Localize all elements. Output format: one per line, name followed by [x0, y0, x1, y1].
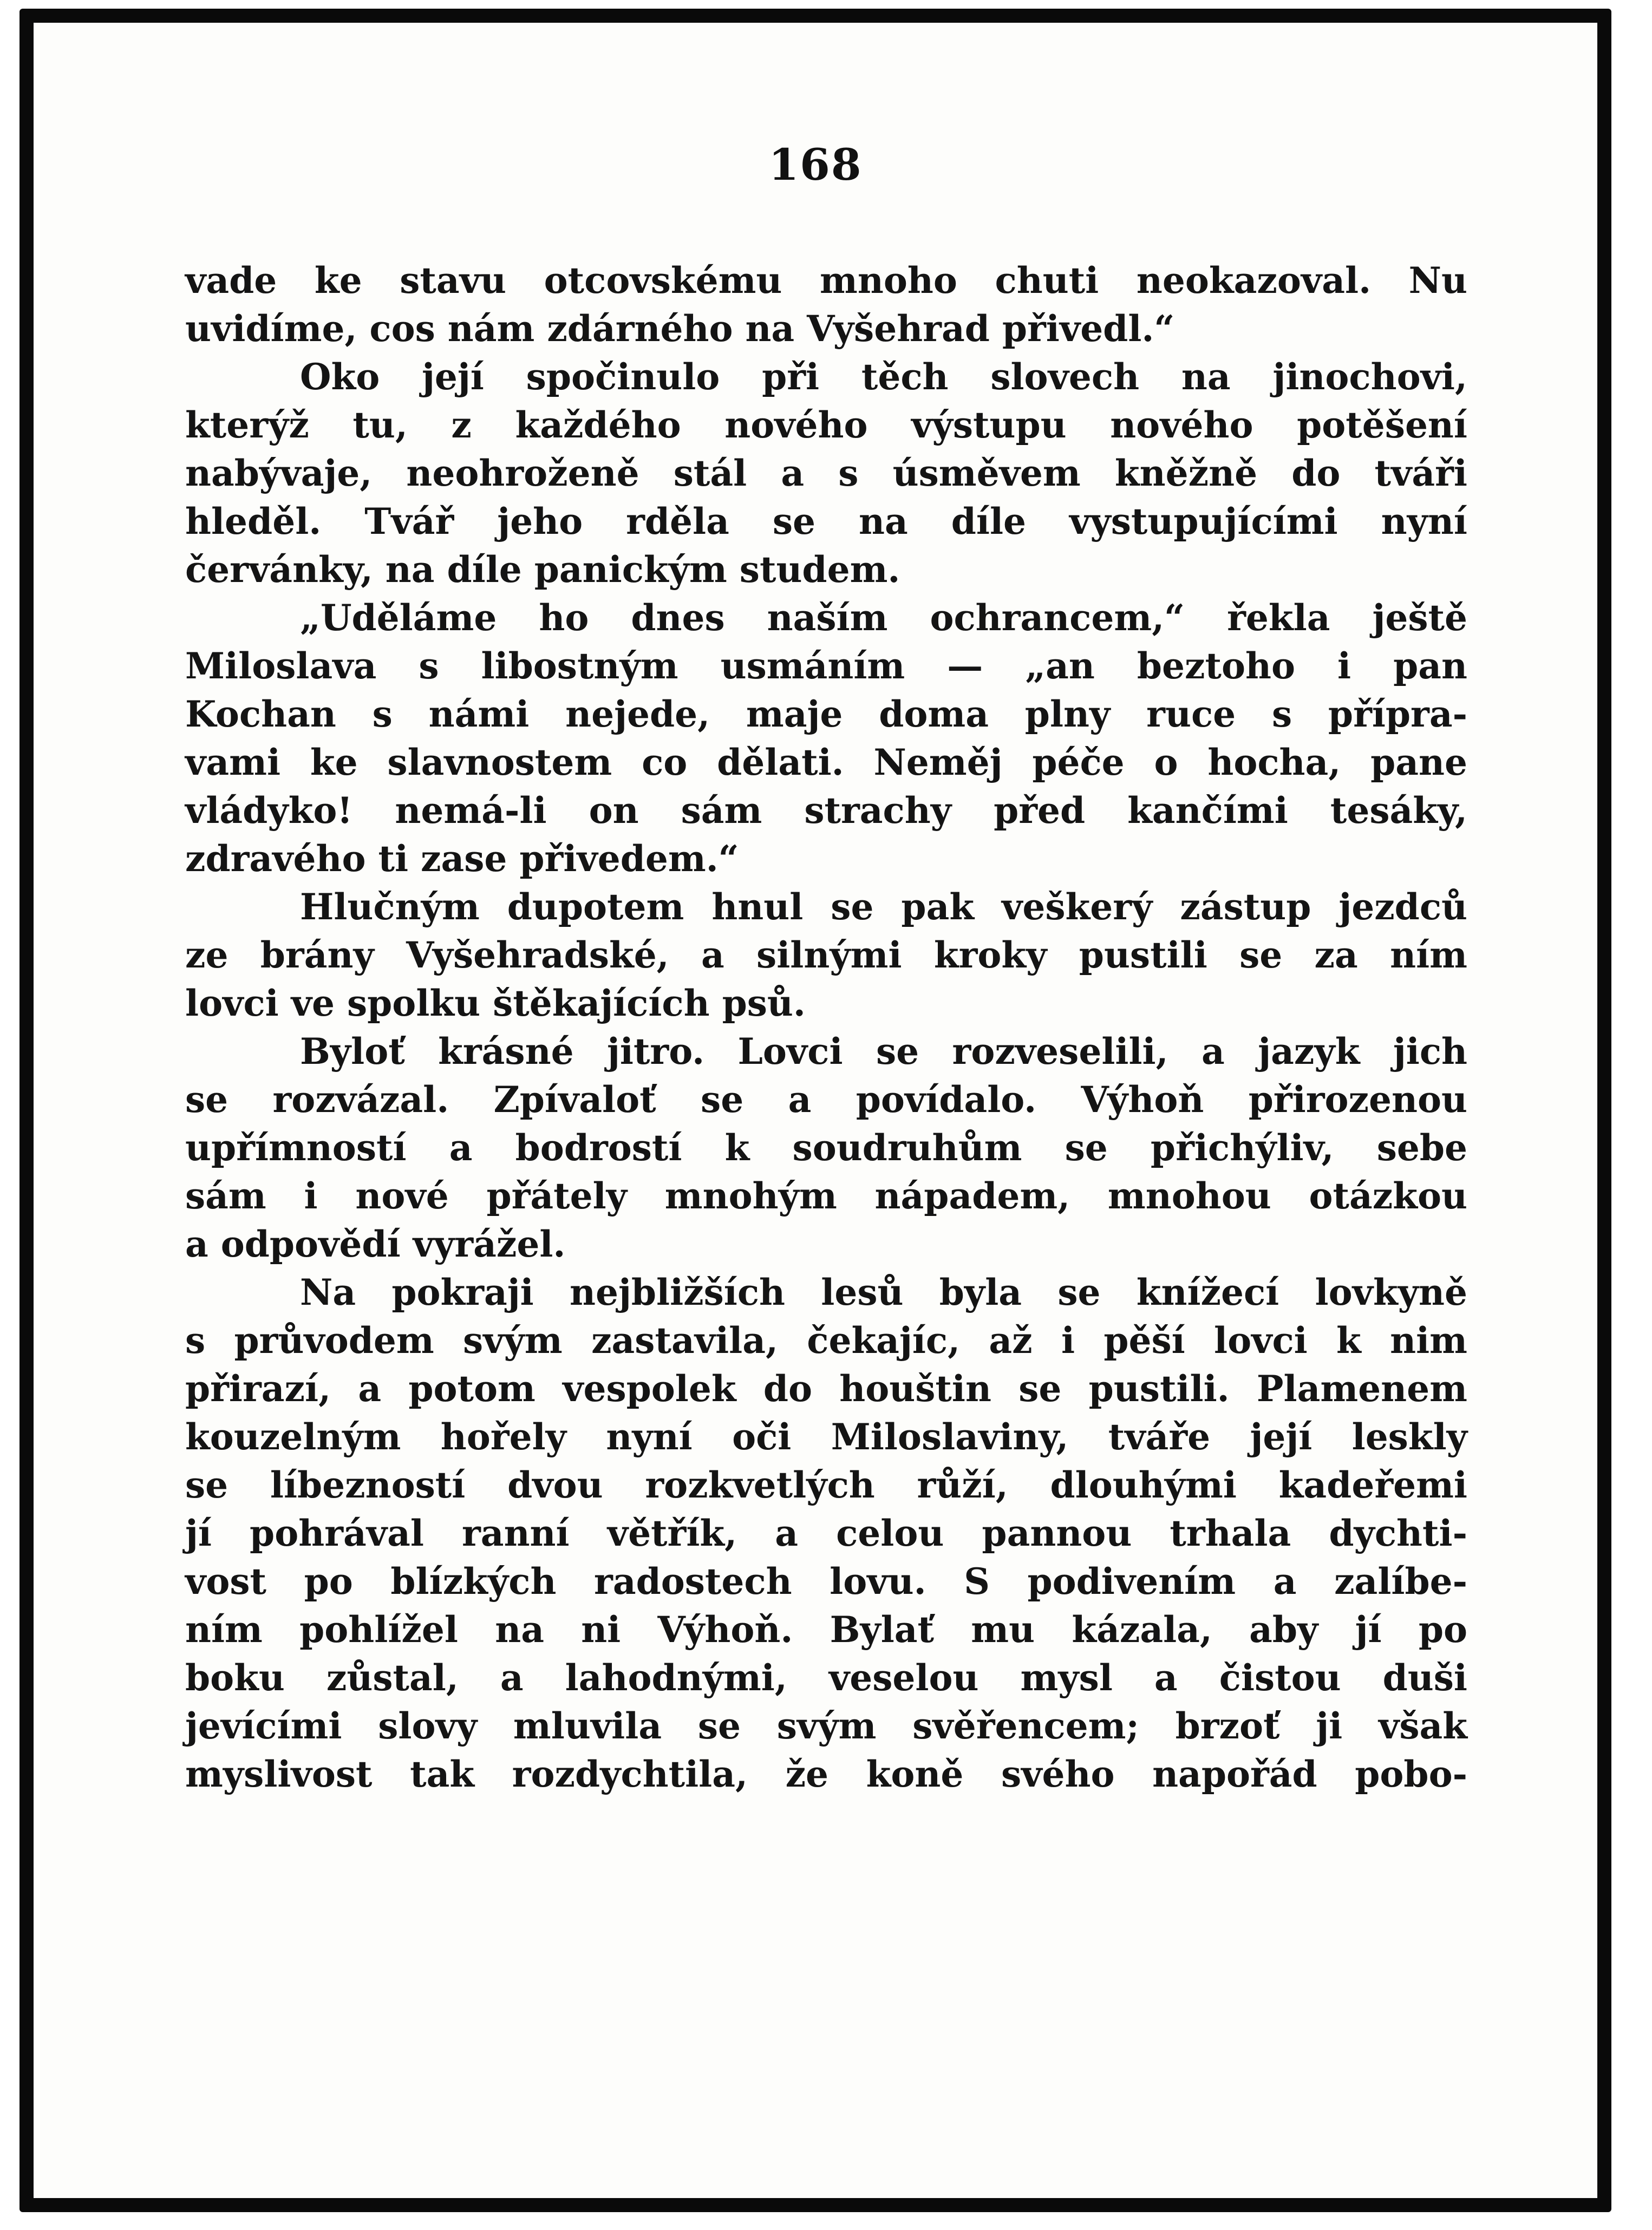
text-line: jí pohrával ranní větřík, a celou pannou trhala dychti- — [185, 1512, 1467, 1554]
text-line: hleděl. Tvář jeho rděla se na díle vystupujícími nyní — [185, 500, 1467, 542]
text-line: se rozvázal. Zpívaloť se a povídalo. Výhoň přirozenou — [185, 1078, 1467, 1121]
text-line: kouzelným hořely nyní oči Miloslaviny, tváře její leskly — [185, 1416, 1467, 1458]
paragraph — [185, 594, 1467, 883]
text-line: sám i nové přátely mnohým nápadem, mnohou otázkou — [185, 1175, 1467, 1217]
paragraph — [185, 257, 1467, 353]
text-line: Byloť krásné jitro. Lovci se rozveselili, a jazyk jich — [300, 1030, 1467, 1073]
text-line: ním pohlížel na ni Výhoň. Bylať mu kázala, aby jí po — [185, 1608, 1467, 1651]
paragraph — [185, 883, 1467, 1028]
text-line: vami ke slavnostem co dělati. Neměj péče o hocha, pane — [185, 741, 1467, 783]
text-line: vade ke stavu otcovskému mnoho chuti neokazoval. Nu — [185, 259, 1467, 302]
text-line: lovci ve spolku štěkajících psů. — [185, 982, 806, 1024]
text-line: jevícími slovy mluvila se svým svěřencem; brzoť ji však — [185, 1705, 1467, 1747]
text-line: vládyko! nemá-li on sám strachy před kančími tesáky, — [185, 789, 1467, 832]
text-line: nabývaje, neohroženě stál a s úsměvem kněžně do tváři — [185, 452, 1467, 494]
text-line: Miloslava s libostným usmáním — „an beztoho i pan — [185, 645, 1467, 687]
text-line: a odpovědí vyrážel. — [185, 1223, 566, 1265]
text-line: myslivost tak rozdychtila, že koně svého napořád pobo- — [185, 1753, 1467, 1795]
paragraph — [185, 1028, 1467, 1268]
text-line: ze brány Vyšehradské, a silnými kroky pustili se za ním — [185, 934, 1467, 976]
text-line: zdravého ti zase přivedem.“ — [185, 838, 739, 880]
text-line: Hlučným dupotem hnul se pak veškerý zástup jezdců — [300, 886, 1467, 928]
text-line: Na pokraji nejbližších lesů byla se knížecí lovkyně — [300, 1271, 1467, 1313]
page-number: 168 — [768, 139, 863, 190]
body-text — [185, 257, 1467, 1799]
text-line: uvidíme, cos nám zdárného na Vyšehrad přivedl.“ — [185, 308, 1175, 350]
text-line: „Uděláme ho dnes naším ochrancem,“ řekla ještě — [300, 597, 1467, 639]
text-line: Oko její spočinulo při těch slovech na jinochovi, — [300, 356, 1467, 398]
text-line: s průvodem svým zastavila, čekajíc, až i pěší lovci k nim — [185, 1319, 1467, 1362]
text-line: boku zůstal, a lahodnými, veselou mysl a čistou duši — [185, 1657, 1467, 1699]
text-line: upřímností a bodrostí k soudruhům se přichýliv, sebe — [185, 1127, 1467, 1169]
text-line: přirazí, a potom vespolek do houštin se pustili. Plamenem — [185, 1368, 1467, 1410]
scanned-page — [19, 9, 1611, 2212]
text-line: se líbezností dvou rozkvetlých růží, dlouhými kadeřemi — [185, 1464, 1467, 1506]
text-line: Kochan s námi nejede, maje doma plny ruce s přípra- — [185, 693, 1467, 735]
text-line: kterýž tu, z každého nového výstupu nového potěšení — [185, 404, 1467, 446]
paragraph — [185, 1268, 1467, 1799]
text-line: červánky, na díle panickým studem. — [185, 548, 900, 591]
paragraph — [185, 353, 1467, 594]
text-line: vost po blízkých radostech lovu. S podivením a zalíbe- — [185, 1560, 1467, 1603]
